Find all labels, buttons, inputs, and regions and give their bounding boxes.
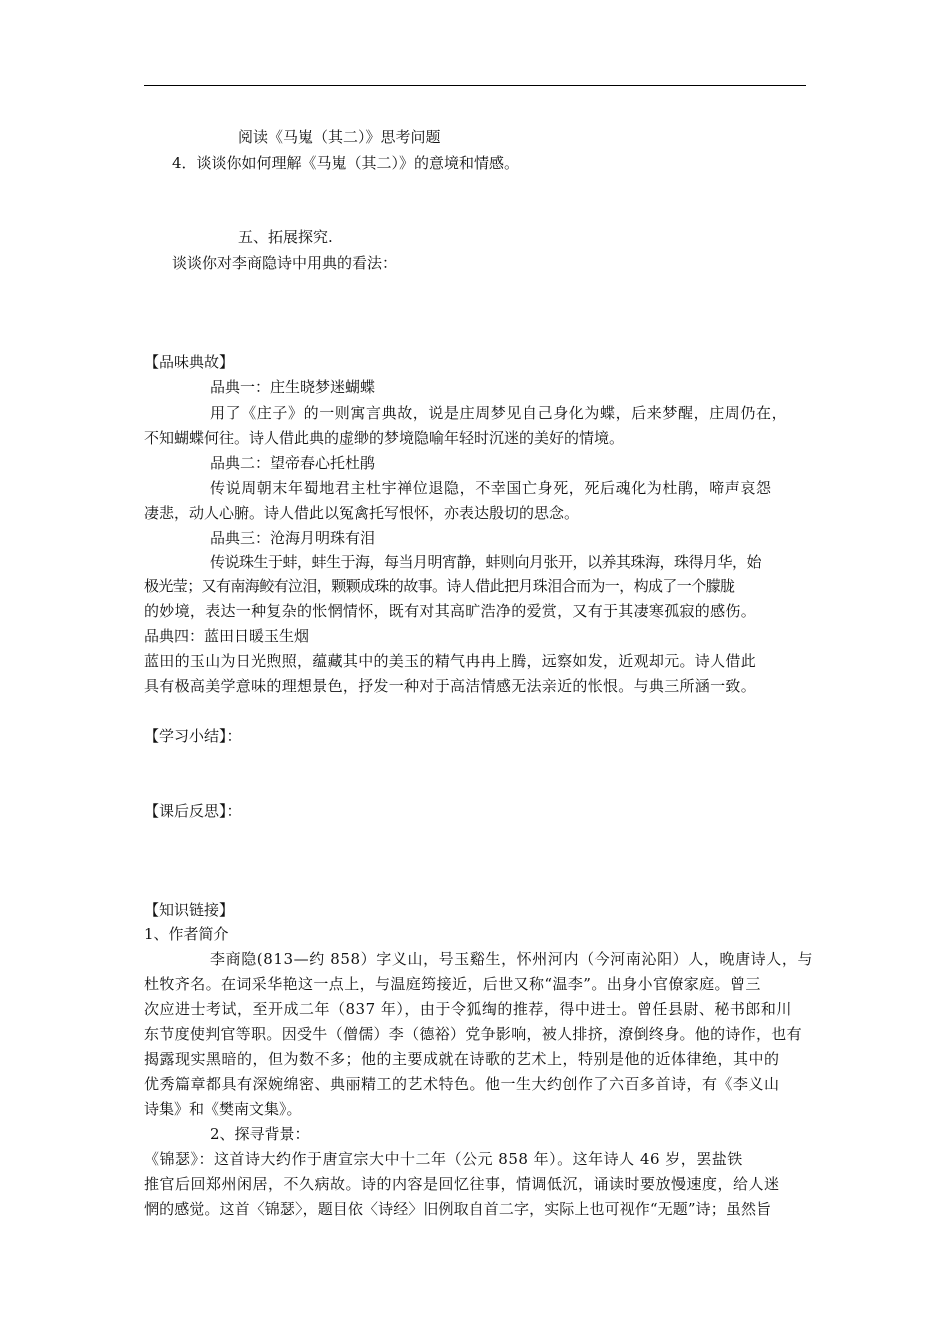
author-intro-text: 揭露现实黑暗的，但为数不多；他的主要成就在诗歌的艺术上，特别是他的近体律绝，其中的 — [144, 1050, 780, 1068]
allusion-3-text: 传说珠生于蚌，蚌生于海，每当月明宵静，蚌则向月张开，以养其珠海，珠得月华，始 — [210, 553, 762, 571]
question-4: 4．谈谈你如何理解《马嵬（其二）》的意境和情感。 — [172, 154, 520, 172]
author-intro-text: 李商隐(813—约 858）字义山，号玉谿生，怀州河内（今河南沁阳）人，晚唐诗人，与 — [210, 950, 814, 968]
allusion-3-title: 品典三：沧海月明珠有泪 — [210, 529, 376, 547]
background-text: 惘的感觉。这首〈锦瑟〉，题目依〈诗经〉旧例取自首二字，实际上也可视作“无题”诗；虽然旨 — [144, 1200, 772, 1218]
study-summary-label: 【学习小结】： — [144, 727, 242, 745]
allusion-1-text: 用了《庄子》的一则寓言典故，说是庄周梦见自己身化为蝶，后来梦醒，庄周仍在， — [210, 404, 788, 422]
allusion-4-text: 具有极高美学意味的理想景色，抒发一种对于高洁情感无法亲近的怅恨。与典三所涵一致。 — [144, 677, 757, 695]
question-read-title: 阅读《马嵬（其二）》思考问题 — [238, 128, 441, 146]
section-5-title: 五、拓展探究. — [238, 228, 333, 246]
allusion-3-text: 的妙境，表达一种复杂的怅惘情怀，既有对其高旷浩净的爱赏，又有于其凄寒孤寂的感伤。 — [144, 602, 757, 620]
allusion-2-text: 凄悲，动人心腑。诗人借此以冤禽托写恨怀，亦表达殷切的思念。 — [144, 504, 580, 522]
header-rule — [144, 85, 806, 86]
allusions-header: 【品味典故】 — [144, 353, 235, 371]
section-5-prompt: 谈谈你对李商隐诗中用典的看法： — [172, 254, 398, 272]
after-class-reflection-label: 【课后反思】： — [144, 802, 242, 820]
author-intro-text: 优秀篇章都具有深婉绵密、典丽精工的艺术特色。他一生大约创作了六百多首诗，有《李义山 — [144, 1075, 780, 1093]
author-intro-text: 次应进士考试，至开成二年（837 年），由于令狐绹的推荐，得中进士。曾任县尉、秘书郎和川 — [144, 1000, 792, 1018]
author-intro-text: 杜牧齐名。在词采华艳这一点上，与温庭筠接近，后世又称“温李”。出身小官僚家庭。曾三 — [144, 975, 761, 993]
knowledge-header: 【知识链接】 — [144, 901, 235, 919]
allusion-1-text: 不知蝴蝶何往。诗人借此典的虚缈的梦境隐喻年轻时沉迷的美好的情境。 — [144, 429, 625, 447]
allusion-4-title: 品典四：蓝田日暖玉生烟 — [144, 627, 310, 645]
allusion-3-text: 极光莹；又有南海鲛有泣泪，颗颗成珠的故事。诗人借此把月珠泪合而为一，构成了一个朦胧 — [144, 577, 735, 595]
author-intro-text: 东节度使判官等职。因受牛（僧儒）李（德裕）党争影响，被人排挤，潦倒终身。他的诗作，也有 — [144, 1025, 802, 1043]
allusion-2-text: 传说周朝末年蜀地君主杜宇禅位退隐，不幸国亡身死，死后魂化为杜鹃，啼声哀怨 — [210, 479, 772, 497]
background-text: 推官后回郑州闲居，不久病故。诗的内容是回忆往事，情调低沉，诵读时要放慢速度，给人迷 — [144, 1175, 780, 1193]
allusion-4-text: 蓝田的玉山为日光煦照，蕴藏其中的美玉的精气冉冉上腾，远察如发，近观却元。诗人借此 — [144, 652, 757, 670]
author-intro-title: 1、作者简介 — [144, 925, 229, 943]
background-text: 《锦瑟》：这首诗大约作于唐宣宗大中十二年（公元 858 年）。这年诗人 46 岁，罢盐铁 — [144, 1150, 743, 1168]
background-title: 2、探寻背景： — [210, 1125, 310, 1143]
allusion-2-title: 品典二：望帝春心托杜鹃 — [210, 454, 376, 472]
allusion-1-title: 品典一：庄生晓梦迷蝴蝶 — [210, 378, 376, 396]
author-intro-text: 诗集》和《樊南文集》。 — [144, 1100, 302, 1118]
